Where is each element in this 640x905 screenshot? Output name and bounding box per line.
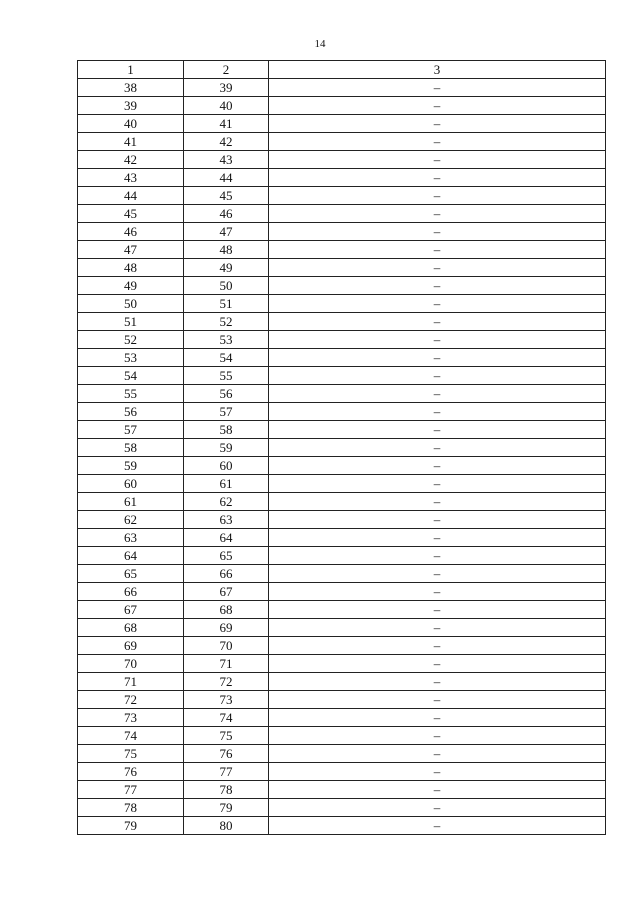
table-cell-col-2: 62 (184, 493, 269, 511)
table-cell-col-1: 55 (78, 385, 184, 403)
table-row (78, 151, 606, 169)
table-cell-col-3: – (269, 745, 606, 763)
table-cell-col-3: – (269, 277, 606, 295)
table-cell-col-3: – (269, 781, 606, 799)
table-cell-col-1: 44 (78, 187, 184, 205)
table-cell-col-3: – (269, 295, 606, 313)
table-cell-col-2: 79 (184, 799, 269, 817)
table-row (78, 97, 606, 115)
column-header-2: 2 (184, 61, 269, 79)
table-row (78, 583, 606, 601)
table-cell-col-2: 52 (184, 313, 269, 331)
table-cell-col-3: – (269, 709, 606, 727)
table-cell-col-2: 67 (184, 583, 269, 601)
table-cell-col-1: 79 (78, 817, 184, 835)
table-cell-col-3: – (269, 439, 606, 457)
table-row (78, 385, 606, 403)
table-cell-col-2: 75 (184, 727, 269, 745)
table-cell-col-2: 40 (184, 97, 269, 115)
table-cell-col-3: – (269, 205, 606, 223)
table-row (78, 313, 606, 331)
table-cell-col-3: – (269, 511, 606, 529)
table-cell-col-1: 47 (78, 241, 184, 259)
table-cell-col-2: 44 (184, 169, 269, 187)
table-cell-col-3: – (269, 583, 606, 601)
table-cell-col-1: 60 (78, 475, 184, 493)
table-cell-col-1: 65 (78, 565, 184, 583)
table-row (78, 421, 606, 439)
table-cell-col-2: 61 (184, 475, 269, 493)
table-cell-col-1: 73 (78, 709, 184, 727)
table-cell-col-1: 78 (78, 799, 184, 817)
table-cell-col-1: 74 (78, 727, 184, 745)
table-cell-col-2: 59 (184, 439, 269, 457)
table-cell-col-3: – (269, 817, 606, 835)
table-cell-col-3: – (269, 691, 606, 709)
table-cell-col-3: – (269, 259, 606, 277)
table-cell-col-1: 50 (78, 295, 184, 313)
table-cell-col-1: 59 (78, 457, 184, 475)
table-cell-col-1: 52 (78, 331, 184, 349)
table-cell-col-1: 58 (78, 439, 184, 457)
table-cell-col-3: – (269, 79, 606, 97)
table-cell-col-1: 77 (78, 781, 184, 799)
table-row (78, 367, 606, 385)
table-cell-col-1: 38 (78, 79, 184, 97)
table-cell-col-2: 70 (184, 637, 269, 655)
table-cell-col-1: 72 (78, 691, 184, 709)
table-row (78, 457, 606, 475)
table-cell-col-2: 71 (184, 655, 269, 673)
table-row (78, 691, 606, 709)
table-cell-col-3: – (269, 601, 606, 619)
table-row (78, 511, 606, 529)
table-cell-col-3: – (269, 493, 606, 511)
table-cell-col-2: 78 (184, 781, 269, 799)
table-cell-col-2: 69 (184, 619, 269, 637)
table-cell-col-3: – (269, 97, 606, 115)
table-cell-col-3: – (269, 565, 606, 583)
table-row (78, 205, 606, 223)
table-cell-col-3: – (269, 547, 606, 565)
table-cell-col-1: 62 (78, 511, 184, 529)
table-row (78, 781, 606, 799)
table-row (78, 763, 606, 781)
table-cell-col-2: 47 (184, 223, 269, 241)
table-row (78, 79, 606, 97)
table-cell-col-2: 74 (184, 709, 269, 727)
table-cell-col-2: 66 (184, 565, 269, 583)
table-row (78, 547, 606, 565)
table-cell-col-2: 45 (184, 187, 269, 205)
table-cell-col-2: 76 (184, 745, 269, 763)
table-cell-col-1: 53 (78, 349, 184, 367)
table-cell-col-3: – (269, 637, 606, 655)
table-cell-col-1: 67 (78, 601, 184, 619)
table-cell-col-3: – (269, 763, 606, 781)
table-cell-col-1: 40 (78, 115, 184, 133)
table-row (78, 727, 606, 745)
table-cell-col-3: – (269, 331, 606, 349)
table-cell-col-2: 80 (184, 817, 269, 835)
table-cell-col-3: – (269, 151, 606, 169)
table-row (78, 655, 606, 673)
table-cell-col-1: 48 (78, 259, 184, 277)
table-cell-col-2: 53 (184, 331, 269, 349)
table-row (78, 349, 606, 367)
table-cell-col-2: 46 (184, 205, 269, 223)
table-cell-col-3: – (269, 619, 606, 637)
table-cell-col-1: 46 (78, 223, 184, 241)
table-cell-col-1: 41 (78, 133, 184, 151)
table-cell-col-2: 57 (184, 403, 269, 421)
table-cell-col-2: 55 (184, 367, 269, 385)
table-cell-col-1: 61 (78, 493, 184, 511)
table-cell-col-2: 58 (184, 421, 269, 439)
table-row (78, 187, 606, 205)
table-cell-col-2: 54 (184, 349, 269, 367)
table-row (78, 331, 606, 349)
table-row (78, 673, 606, 691)
table-cell-col-1: 42 (78, 151, 184, 169)
table-cell-col-1: 64 (78, 547, 184, 565)
table-cell-col-3: – (269, 421, 606, 439)
table-cell-col-1: 51 (78, 313, 184, 331)
table-cell-col-3: – (269, 529, 606, 547)
table-cell-col-2: 39 (184, 79, 269, 97)
table-cell-col-1: 66 (78, 583, 184, 601)
table-cell-col-3: – (269, 655, 606, 673)
table-row (78, 295, 606, 313)
table-row (78, 259, 606, 277)
table-row (78, 565, 606, 583)
column-header-3: 3 (269, 61, 606, 79)
table-row (78, 169, 606, 187)
table-cell-col-3: – (269, 403, 606, 421)
table-cell-col-2: 41 (184, 115, 269, 133)
table-cell-col-2: 49 (184, 259, 269, 277)
table-cell-col-1: 75 (78, 745, 184, 763)
table-cell-col-3: – (269, 169, 606, 187)
table-cell-col-3: – (269, 241, 606, 259)
table-cell-col-1: 71 (78, 673, 184, 691)
table-row (78, 619, 606, 637)
table-cell-col-3: – (269, 475, 606, 493)
column-header-1: 1 (78, 61, 184, 79)
table-cell-col-2: 48 (184, 241, 269, 259)
table-header-row (78, 61, 606, 79)
table-row (78, 529, 606, 547)
table-row (78, 403, 606, 421)
table-cell-col-3: – (269, 799, 606, 817)
table-cell-col-2: 56 (184, 385, 269, 403)
table-row (78, 133, 606, 151)
table-cell-col-1: 39 (78, 97, 184, 115)
table-cell-col-1: 68 (78, 619, 184, 637)
table-cell-col-1: 63 (78, 529, 184, 547)
table-cell-col-1: 76 (78, 763, 184, 781)
table-cell-col-3: – (269, 313, 606, 331)
table-cell-col-3: – (269, 727, 606, 745)
table-cell-col-2: 43 (184, 151, 269, 169)
table-row (78, 709, 606, 727)
table-cell-col-3: – (269, 673, 606, 691)
table-row (78, 817, 606, 835)
table-cell-col-3: – (269, 349, 606, 367)
table-row (78, 745, 606, 763)
table-row (78, 637, 606, 655)
table-cell-col-2: 42 (184, 133, 269, 151)
page-number: 14 (314, 38, 326, 50)
table-cell-col-1: 49 (78, 277, 184, 295)
table-cell-col-2: 64 (184, 529, 269, 547)
table-row (78, 277, 606, 295)
table-row (78, 241, 606, 259)
table-cell-col-3: – (269, 133, 606, 151)
table-row (78, 475, 606, 493)
table-cell-col-2: 65 (184, 547, 269, 565)
table-cell-col-2: 68 (184, 601, 269, 619)
table-cell-col-1: 70 (78, 655, 184, 673)
table-row (78, 115, 606, 133)
table-cell-col-3: – (269, 385, 606, 403)
table-cell-col-1: 56 (78, 403, 184, 421)
table-body (78, 79, 606, 835)
table-cell-col-2: 50 (184, 277, 269, 295)
table-cell-col-2: 63 (184, 511, 269, 529)
table-cell-col-2: 60 (184, 457, 269, 475)
table-cell-col-1: 43 (78, 169, 184, 187)
table-row (78, 799, 606, 817)
table-row (78, 493, 606, 511)
table-cell-col-1: 57 (78, 421, 184, 439)
table-cell-col-3: – (269, 223, 606, 241)
table-cell-col-3: – (269, 457, 606, 475)
table-cell-col-2: 73 (184, 691, 269, 709)
table-cell-col-3: – (269, 367, 606, 385)
table-cell-col-1: 69 (78, 637, 184, 655)
table-cell-col-2: 72 (184, 673, 269, 691)
table-cell-col-2: 51 (184, 295, 269, 313)
table-row (78, 223, 606, 241)
table-cell-col-3: – (269, 115, 606, 133)
table-row (78, 439, 606, 457)
table-row (78, 601, 606, 619)
table-cell-col-1: 54 (78, 367, 184, 385)
table-cell-col-3: – (269, 187, 606, 205)
table-cell-col-2: 77 (184, 763, 269, 781)
table-cell-col-1: 45 (78, 205, 184, 223)
data-table (77, 60, 606, 835)
